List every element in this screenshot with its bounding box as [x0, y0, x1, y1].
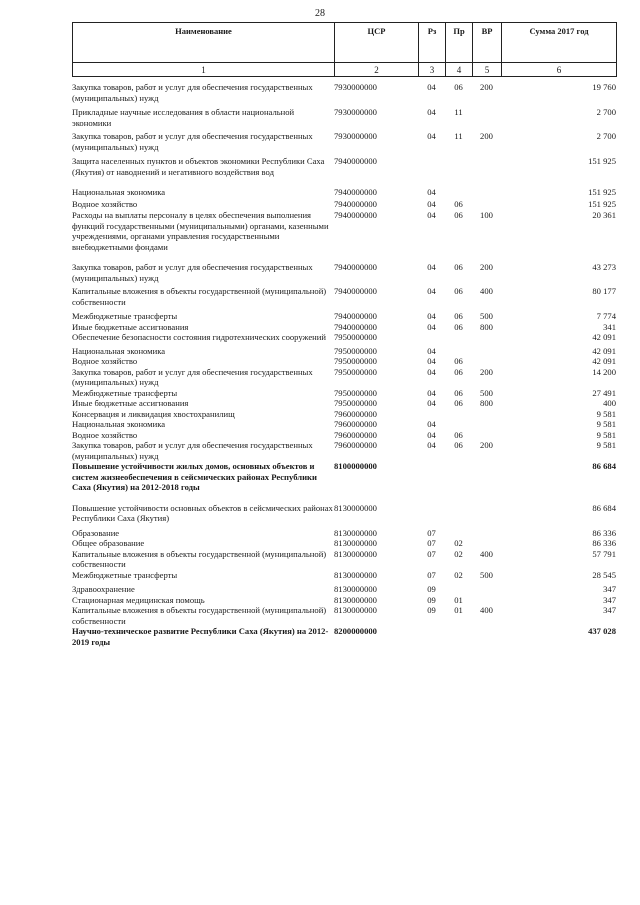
cell-vr: 200	[480, 366, 493, 377]
cell-rz: 09	[427, 594, 436, 605]
cell-csr: 7930000000	[334, 131, 377, 141]
cell-name: Закупка товаров, работ и услуг для обеспечения государственных (муниципальных) нужд	[72, 82, 313, 103]
cell-pr: 01	[454, 594, 463, 605]
cell-sum: 347	[603, 594, 616, 605]
cell-vr: 200	[480, 82, 493, 92]
budget-table	[72, 82, 616, 647]
cell-sum: 9 581	[596, 440, 616, 450]
cell-csr: 8130000000	[334, 605, 377, 615]
header-vr: ВР	[473, 23, 502, 63]
budget-table-body	[72, 82, 616, 647]
cell-rz: 07	[427, 548, 436, 559]
table-row	[72, 322, 616, 333]
cell-rz: 04	[427, 356, 436, 366]
cell-csr: 7940000000	[334, 156, 377, 166]
cell-sum: 437 028	[588, 626, 616, 636]
header-name: Наименование	[73, 23, 335, 63]
cell-csr: 7940000000	[334, 210, 377, 220]
cell-vr: 500	[480, 387, 493, 398]
cell-pr	[445, 409, 472, 420]
cell-name: Межбюджетные трансферты	[72, 311, 178, 321]
cell-sum: 42 091	[592, 356, 616, 366]
cell-csr: 7950000000	[334, 366, 377, 377]
cell-csr: 7950000000	[334, 345, 377, 356]
cell-rz	[418, 409, 445, 420]
cell-pr: 06	[454, 398, 463, 408]
cell-pr	[445, 419, 472, 430]
header-col-number: 1	[73, 63, 335, 77]
cell-rz	[418, 156, 445, 187]
cell-sum: 27 491	[592, 387, 616, 398]
table-row	[72, 199, 616, 211]
cell-sum: 9 581	[596, 429, 616, 440]
cell-sum: 57 791	[592, 548, 616, 559]
cell-name: Иные бюджетные ассигнования	[72, 321, 189, 332]
cell-csr: 7940000000	[334, 262, 377, 272]
cell-pr	[445, 626, 472, 647]
cell-sum: 43 273	[592, 262, 616, 272]
cell-pr: 11	[454, 131, 463, 141]
cell-csr: 8200000000	[334, 626, 377, 636]
cell-name: Защита населенных пунктов и объектов экономики Республики Саха (Якутия) от наводнений и негативного воздействия вод	[72, 156, 325, 177]
cell-rz: 07	[427, 569, 436, 580]
cell-name: Научно-техническое развитие Республики Саха (Якутия) на 2012-2019 годы	[72, 626, 329, 647]
table-row	[72, 332, 616, 346]
header-rz: Рз	[419, 23, 446, 63]
cell-vr	[472, 430, 501, 441]
table-row	[72, 311, 616, 322]
cell-sum: 151 925	[588, 198, 616, 209]
cell-sum: 19 760	[592, 82, 616, 92]
cell-rz: 04	[427, 286, 436, 296]
table-row	[72, 461, 616, 503]
page-number: 28	[315, 8, 325, 19]
table-row	[72, 388, 616, 399]
cell-rz: 04	[427, 345, 436, 356]
cell-csr: 7950000000	[334, 356, 377, 366]
cell-csr: 7930000000	[334, 107, 377, 117]
cell-vr	[472, 356, 501, 367]
cell-name: Национальная экономика	[72, 187, 166, 197]
cell-pr	[445, 528, 472, 539]
table-row	[72, 187, 616, 199]
table-row	[72, 346, 616, 357]
cell-vr: 500	[480, 569, 493, 580]
header-csr: ЦСР	[335, 23, 419, 63]
table-row	[72, 570, 616, 585]
cell-vr	[472, 332, 501, 346]
cell-name: Закупка товаров, работ и услуг для обеспечения государственных (муниципальных) нужд	[72, 366, 313, 387]
cell-sum: 86 684	[592, 502, 616, 513]
cell-pr: 06	[454, 321, 463, 332]
cell-name: Здравоохранение	[72, 584, 135, 594]
cell-rz	[418, 332, 445, 346]
cell-csr: 7940000000	[334, 321, 377, 332]
cell-pr: 06	[454, 429, 463, 440]
cell-sum: 151 925	[588, 187, 616, 197]
cell-vr	[472, 595, 501, 606]
cell-sum: 9 581	[596, 408, 616, 419]
cell-pr: 01	[454, 605, 463, 615]
cell-rz: 04	[427, 419, 436, 429]
cell-pr: 02	[454, 538, 463, 548]
cell-csr: 8130000000	[334, 584, 377, 594]
cell-pr: 06	[454, 356, 463, 366]
cell-rz: 04	[427, 107, 436, 117]
cell-name: Водное хозяйство	[72, 356, 138, 366]
cell-sum: 86 336	[592, 527, 616, 538]
cell-csr: 7940000000	[334, 311, 377, 321]
cell-csr: 7940000000	[334, 187, 377, 197]
cell-rz: 09	[427, 584, 436, 594]
header-col-number: 6	[502, 63, 617, 77]
cell-rz: 04	[427, 311, 436, 321]
table-row	[72, 538, 616, 549]
cell-vr	[472, 538, 501, 549]
cell-name: Консервация и ликвидация хвостохранилищ	[72, 408, 235, 419]
cell-csr: 8100000000	[334, 461, 377, 471]
cell-vr: 400	[480, 548, 493, 559]
cell-name: Капитальные вложения в объекты государственной (муниципальной) собственности	[72, 605, 327, 626]
cell-sum: 42 091	[592, 345, 616, 356]
cell-rz: 04	[427, 187, 436, 197]
cell-name: Стационарная медицинская помощь	[72, 594, 205, 605]
cell-pr: 02	[454, 548, 463, 559]
cell-sum: 14 200	[592, 366, 616, 377]
cell-vr: 200	[480, 262, 493, 272]
cell-pr	[445, 461, 472, 503]
cell-csr: 7960000000	[334, 419, 377, 429]
cell-vr	[472, 503, 501, 528]
cell-pr	[445, 332, 472, 346]
table-row	[72, 549, 616, 570]
table-row	[72, 440, 616, 461]
cell-rz: 04	[427, 398, 436, 408]
cell-sum: 2 700	[596, 131, 616, 141]
cell-name: Обеспечение безопасности состояния гидротехнических сооружений	[72, 332, 326, 342]
cell-name: Капитальные вложения в объекты государственной (муниципальной) собственности	[72, 548, 327, 569]
cell-csr: 7950000000	[334, 332, 377, 342]
cell-name: Межбюджетные трансферты	[72, 569, 178, 580]
header-col-number: 3	[419, 63, 446, 77]
header-sum: Сумма 2017 год	[502, 23, 617, 63]
table-row	[72, 605, 616, 626]
cell-rz: 07	[427, 527, 436, 538]
cell-name: Прикладные научные исследования в области национальной экономики	[72, 107, 295, 128]
cell-pr: 06	[454, 440, 463, 450]
cell-vr	[472, 461, 501, 503]
cell-pr: 02	[454, 569, 463, 580]
cell-name: Расходы на выплаты персоналу в целях обеспечения выполнения функций государственными (муниципальными) органами, казенными учреждениями, органами управления государственными внебюджетными фондами	[72, 210, 329, 252]
cell-vr: 200	[480, 131, 493, 141]
table-row	[72, 156, 616, 187]
table-row	[72, 419, 616, 430]
cell-name: Иные бюджетные ассигнования	[72, 398, 189, 408]
cell-vr: 800	[480, 321, 493, 332]
header-pr: Пр	[446, 23, 473, 63]
cell-pr: 06	[454, 387, 463, 398]
cell-csr: 8130000000	[334, 527, 377, 538]
cell-sum: 347	[603, 584, 616, 594]
cell-sum: 151 925	[588, 156, 616, 166]
table-row	[72, 107, 616, 131]
cell-pr	[445, 156, 472, 187]
cell-vr: 200	[480, 440, 493, 450]
cell-vr	[472, 626, 501, 647]
cell-vr: 500	[480, 311, 493, 321]
cell-sum: 80 177	[592, 286, 616, 296]
cell-vr	[472, 528, 501, 539]
cell-sum: 400	[603, 398, 616, 408]
cell-vr	[472, 584, 501, 595]
cell-rz: 09	[427, 605, 436, 615]
cell-rz: 04	[427, 429, 436, 440]
table-row	[72, 367, 616, 388]
cell-sum: 20 361	[592, 210, 616, 220]
table-row	[72, 430, 616, 441]
cell-name: Национальная экономика	[72, 419, 166, 429]
cell-rz: 04	[427, 131, 436, 141]
header-col-number: 2	[335, 63, 419, 77]
cell-sum: 2 700	[596, 107, 616, 117]
table-row	[72, 584, 616, 595]
cell-sum: 7 774	[596, 311, 616, 321]
table-row	[72, 262, 616, 286]
cell-name: Закупка товаров, работ и услуг для обеспечения государственных (муниципальных) нужд	[72, 262, 313, 283]
cell-vr	[472, 409, 501, 420]
cell-csr: 7950000000	[334, 398, 377, 408]
header-col-number: 5	[473, 63, 502, 77]
cell-rz: 04	[427, 366, 436, 377]
cell-pr	[445, 346, 472, 357]
cell-rz: 04	[427, 198, 436, 209]
table-row	[72, 82, 616, 107]
cell-vr: 100	[480, 210, 493, 220]
cell-vr	[472, 199, 501, 211]
cell-sum: 347	[603, 605, 616, 615]
cell-pr: 06	[454, 82, 463, 92]
cell-pr: 06	[454, 262, 463, 272]
table-row	[72, 626, 616, 647]
cell-csr: 8130000000	[334, 502, 377, 513]
cell-sum: 42 091	[592, 332, 616, 342]
table-row	[72, 210, 616, 262]
cell-name: Водное хозяйство	[72, 429, 138, 440]
cell-vr: 800	[480, 398, 493, 408]
cell-name: Образование	[72, 527, 120, 538]
cell-vr	[472, 107, 501, 131]
cell-vr	[472, 187, 501, 199]
cell-pr: 06	[454, 210, 463, 220]
cell-pr	[445, 584, 472, 595]
cell-pr: 06	[454, 286, 463, 296]
cell-csr: 8130000000	[334, 569, 377, 580]
cell-sum: 341	[603, 321, 616, 332]
cell-rz: 04	[427, 210, 436, 220]
cell-csr: 7960000000	[334, 408, 377, 419]
cell-name: Общее образование	[72, 538, 145, 548]
cell-csr: 7960000000	[334, 440, 377, 450]
cell-vr	[472, 346, 501, 357]
cell-rz: 04	[427, 321, 436, 332]
cell-vr: 400	[480, 286, 493, 296]
table-row	[72, 595, 616, 606]
cell-pr: 11	[454, 107, 463, 117]
cell-vr	[472, 419, 501, 430]
cell-name: Межбюджетные трансферты	[72, 387, 178, 398]
cell-name: Закупка товаров, работ и услуг для обеспечения государственных (муниципальных) нужд	[72, 131, 313, 152]
cell-name: Повышение устойчивости жилых домов, основных объектов и систем жизнеобеспечения в сейсмических районах Республики Саха (Якутия) на 2012-2018 годы	[72, 461, 317, 492]
cell-sum: 9 581	[596, 419, 616, 429]
header-col-number: 4	[446, 63, 473, 77]
cell-csr: 7960000000	[334, 429, 377, 440]
cell-csr: 7940000000	[334, 286, 377, 296]
cell-rz: 04	[427, 440, 436, 450]
cell-name: Водное хозяйство	[72, 198, 138, 209]
cell-rz	[418, 503, 445, 528]
cell-csr: 7940000000	[334, 198, 377, 209]
cell-rz: 04	[427, 82, 436, 92]
cell-vr	[472, 156, 501, 187]
cell-csr: 8130000000	[334, 548, 377, 559]
cell-sum: 86 336	[592, 538, 616, 548]
table-row	[72, 286, 616, 311]
cell-name: Национальная экономика	[72, 345, 166, 356]
cell-pr: 06	[454, 366, 463, 377]
cell-pr	[445, 503, 472, 528]
cell-sum: 86 684	[592, 461, 616, 471]
cell-name: Капитальные вложения в объекты государственной (муниципальной) собственности	[72, 286, 327, 307]
table-header	[72, 22, 617, 77]
cell-rz: 04	[427, 262, 436, 272]
cell-rz	[418, 626, 445, 647]
cell-sum: 28 545	[592, 569, 616, 580]
table-row	[72, 503, 616, 528]
table-row	[72, 356, 616, 367]
cell-csr: 8130000000	[334, 594, 377, 605]
table-row	[72, 409, 616, 420]
cell-rz	[418, 461, 445, 503]
table-row	[72, 398, 616, 409]
table-row	[72, 131, 616, 156]
cell-pr: 06	[454, 311, 463, 321]
cell-rz: 04	[427, 387, 436, 398]
cell-csr: 7930000000	[334, 82, 377, 92]
cell-csr: 8130000000	[334, 538, 377, 548]
cell-vr: 400	[480, 605, 493, 615]
cell-rz: 07	[427, 538, 436, 548]
table-row	[72, 528, 616, 539]
cell-pr: 06	[454, 198, 463, 209]
cell-pr	[445, 187, 472, 199]
cell-name: Повышение устойчивости основных объектов в сейсмических районах Республики Саха (Якутия)	[72, 502, 333, 523]
cell-name: Закупка товаров, работ и услуг для обеспечения государственных (муниципальных) нужд	[72, 440, 313, 461]
cell-csr: 7950000000	[334, 387, 377, 398]
